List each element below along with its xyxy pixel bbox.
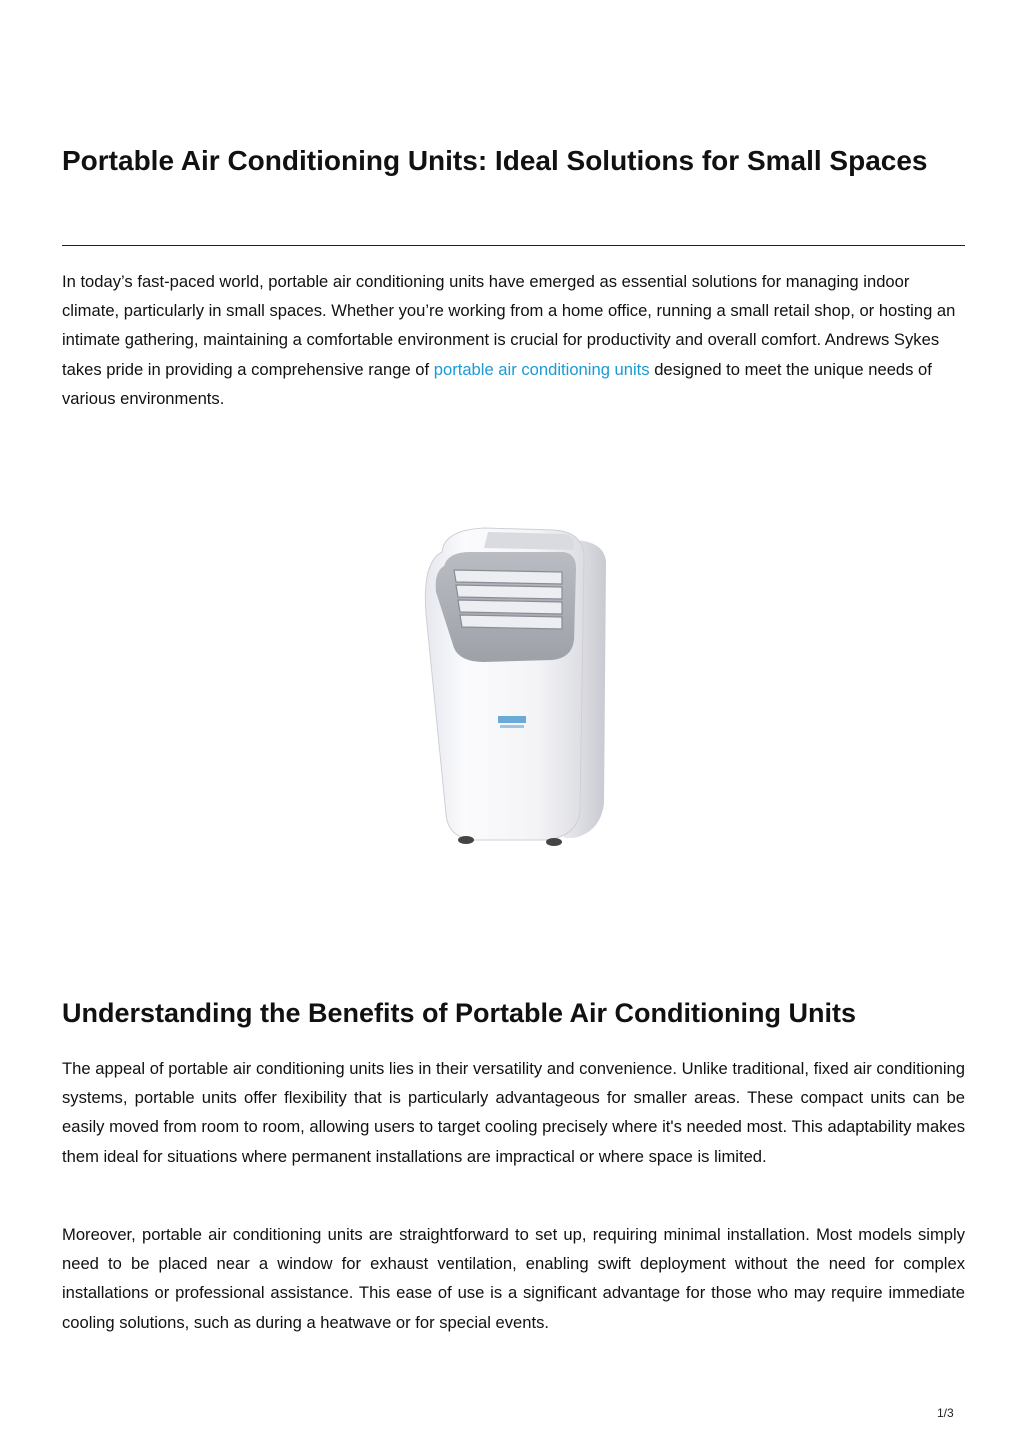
title-divider (62, 245, 965, 246)
portable-air-conditioner-image (414, 522, 614, 852)
intro-text-start: In today’s fast-paced world, portable air conditioning units have emerged as essential solutions for managing indoor climate, particularly in small spaces. Whether you’re working from a home office, running a small retail shop, or hosting an intimate gathering, maintaining a comfortable environment is crucial for productivity and overall comfort. Andrews Sykes takes pride in providing a comprehensive range of (62, 272, 956, 379)
benefits-paragraph-1: The appeal of portable air conditioning units lies in their versatility and convenience. Unlike traditional, fixed air conditioning systems, portable units offer flexibility that is particularly advantageous for smaller areas. These compact units can be easily moved from room to room, allowing users to target cooling precisely where it's needed most. This adaptability makes them ideal for situations where permanent installations are impractical or where space is limited. (62, 1059, 965, 1166)
intro-paragraph (62, 267, 965, 413)
intro-text-end: designed to meet the unique needs of various environments. (62, 359, 932, 408)
portable-ac-units-link[interactable]: portable air conditioning units (433, 359, 650, 379)
page-number: 1/3 (937, 1406, 954, 1420)
section-heading: Understanding the Benefits of Portable Air Conditioning Units (62, 998, 856, 1028)
benefits-paragraph-2: Moreover, portable air conditioning units are straightforward to set up, requiring minimal installation. Most models simply need to be placed near a window for exhaust ventilation, enabling swift deployment without the need for complex installations or professional assistance. This ease of use is a significant advantage for those who may require immediate cooling solutions, such as during a heatwave or for special events. (62, 1225, 965, 1332)
page-title: Portable Air Conditioning Units: Ideal Solutions for Small Spaces (62, 145, 928, 176)
